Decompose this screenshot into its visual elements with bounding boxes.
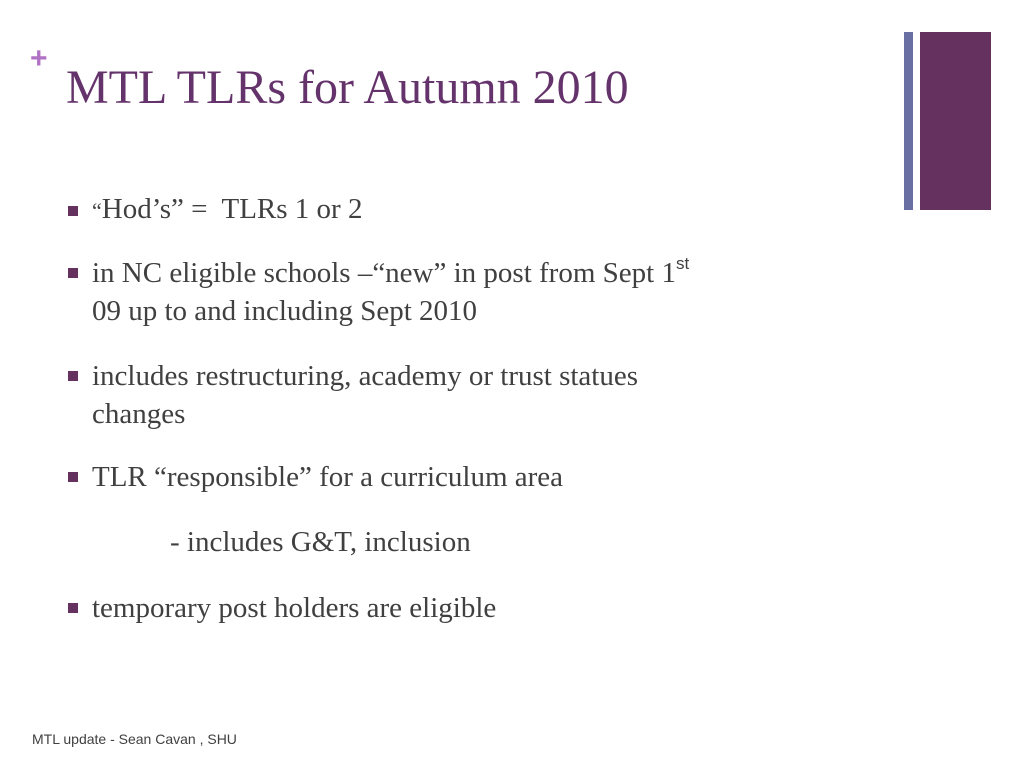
sub-bullet-line: - includes G&T, inclusion — [170, 526, 471, 558]
bullet-square-icon — [68, 603, 78, 613]
bullet-text-line-1: in NC eligible schools –“new” in post from Sept 1 — [92, 257, 676, 289]
bullet-item-5 — [68, 589, 496, 627]
footer-text: MTL update - Sean Cavan , SHU — [32, 731, 237, 747]
bullet-item-2 — [68, 254, 689, 330]
bullet-text — [92, 254, 689, 330]
bullet-item-1 — [68, 190, 362, 230]
bullet-text — [92, 357, 638, 433]
bullet-item-3 — [68, 357, 638, 433]
decorative-bar-thick — [920, 32, 991, 210]
bullet-text-line-2: 09 up to and including Sept 2010 — [92, 295, 478, 327]
bullet-square-icon — [68, 268, 78, 278]
plus-icon: + — [30, 42, 48, 75]
decorative-bar-thin — [904, 32, 913, 210]
bullet-text-line-1: includes restructuring, academy or trust statues — [92, 360, 639, 392]
bullet-text — [92, 190, 362, 230]
bullet-square-icon — [68, 472, 78, 482]
bullet-text: TLR “responsible” for a curriculum area — [92, 461, 564, 493]
bullet-item-4 — [68, 458, 563, 496]
bullet-text-body: Hod’s” = TLRs 1 or 2 — [101, 193, 363, 225]
open-quote: “ — [92, 198, 102, 223]
bullet-text: temporary post holders are eligible — [92, 592, 497, 624]
bullet-text-line-2: changes — [92, 398, 186, 430]
bullet-square-icon — [68, 371, 78, 381]
bullet-square-icon — [68, 206, 78, 216]
superscript: st — [675, 254, 690, 274]
slide-title: MTL TLRs for Autumn 2010 — [66, 61, 629, 114]
